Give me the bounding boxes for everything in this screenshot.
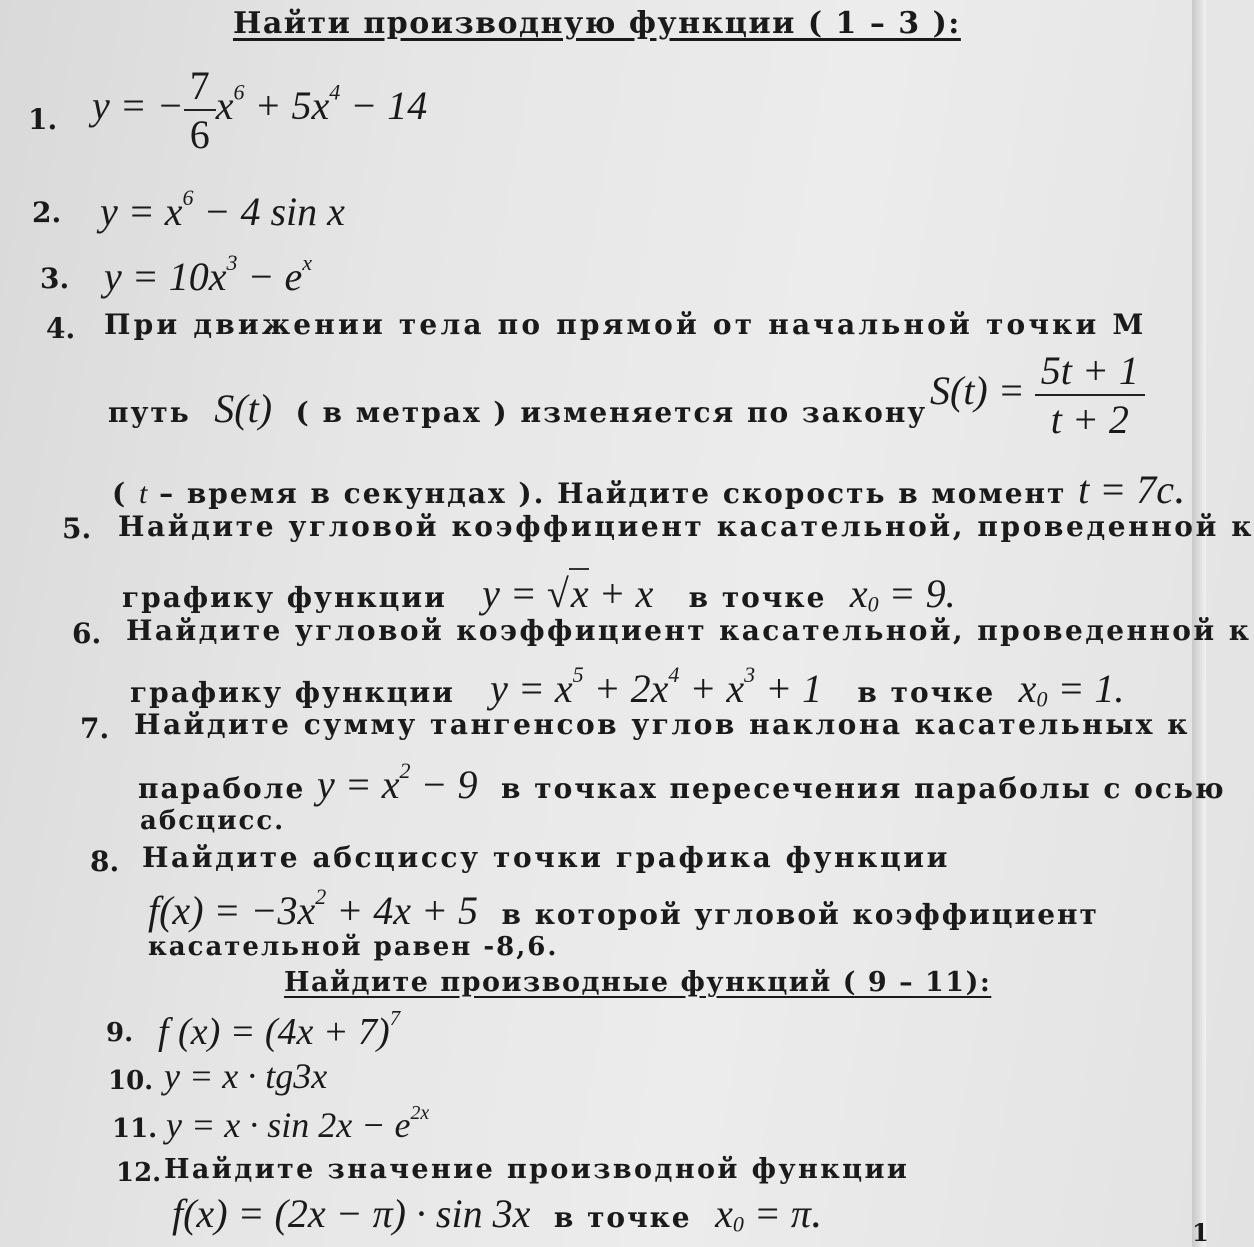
problem-9-number: 9. <box>106 1018 134 1048</box>
problem-4-number: 4. <box>46 312 76 345</box>
problem-8-line-1: Найдите абсциссу точки графика функции <box>142 841 950 874</box>
problem-5-line-2: графику функции y = √x + x в точке $x_0 = 9$. <box>122 568 956 617</box>
item-1-number: 1. <box>28 103 58 136</box>
problem-8-number: 8. <box>90 845 120 878</box>
problem-11-formula: $y = x \cdot \sin 2x - e^{2x}$ <box>166 1102 430 1145</box>
item-2-number: 2. <box>32 196 62 229</box>
problem-4-line-2: путь S(t) ( в метрах ) изменяется по закону <box>108 386 928 431</box>
problem-7-line-1: Найдите сумму тангенсов углов наклона касательных к <box>134 708 1190 741</box>
problem-10-formula: y = x · tg3x <box>164 1056 328 1096</box>
problem-10-number: 10. <box>108 1066 154 1096</box>
edge-mark: 1 <box>1192 1218 1209 1247</box>
item-2-formula: $y = x^6 - 4$ sin x <box>100 185 345 234</box>
problem-6-line-2: графику функции $y = x^5 + 2x^4 + x^3 + 1$ в точке $x_0 = 1$. <box>130 662 1125 712</box>
item-1-formula: y = − $\frac{7}{6}$ $x^6 + 5x^4 - 14$ <box>92 63 428 157</box>
problem-12-number: 12. <box>116 1158 162 1188</box>
section-heading-1: Найти производную функции ( 1 – 3 ): <box>233 6 961 41</box>
problem-11-number: 11. <box>112 1114 158 1144</box>
section-heading-2: Найдите производные функций ( 9 – 11): <box>284 967 992 998</box>
problem-9-formula: f $(x) = (4x + 7)^7$ <box>158 1006 401 1053</box>
problem-12-line-1: Найдите значение производной функции <box>164 1154 910 1185</box>
problem-4-line-3: ( t – время в секундах ). Найдите скорость в момент t = 7c. <box>112 467 1186 512</box>
problem-8-line-3: касательной равен -8,6. <box>148 932 559 962</box>
problem-4-line-1: При движении тела по прямой от начальной точки M <box>104 308 1147 341</box>
problem-7-number: 7. <box>80 712 110 745</box>
problem-5-line-1: Найдите угловой коэффициент касательной, проведенной к <box>118 510 1254 543</box>
problem-12-line-2: f(x) = (2x − π) · sin 3x в точке $x_0 = \pi$. <box>172 1191 823 1237</box>
item-3-number: 3. <box>40 262 70 295</box>
problem-7-line-2: параболе $y = x^2 - 9$ в точках пересечения параболы с осью <box>138 758 1226 807</box>
problem-8-line-2: $f(x) = -3x^2 + 4x + 5$ в которой угловой коэффициент <box>148 884 1099 933</box>
problem-4-law: S(t) = $\frac{5t + 1}{t + 2}$ <box>930 347 1145 443</box>
problem-6-number: 6. <box>72 617 102 650</box>
fraction-5t1-t2: $\frac{5t + 1}{t + 2}$ <box>1035 347 1145 443</box>
problem-7-line-3: абсцисс. <box>140 806 286 836</box>
problem-6-line-1: Найдите угловой коэффициент касательной, проведенной к <box>126 614 1252 647</box>
fraction-7-6: $\frac{7}{6}$ <box>184 62 216 158</box>
item-3-formula: $y = 10x^3 - e^x$ <box>104 250 313 299</box>
problem-5-number: 5. <box>62 512 92 545</box>
